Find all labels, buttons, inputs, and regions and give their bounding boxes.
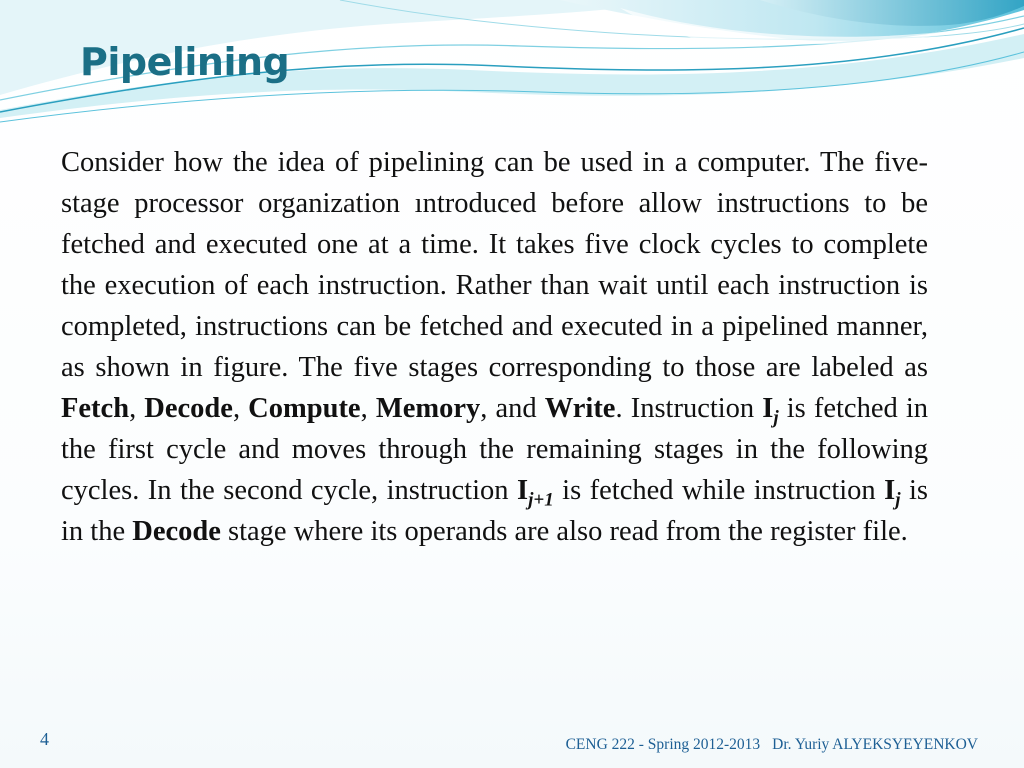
body-text-segment: is fetched in the first cycle and moves through the remaining stages in the following cycles. In the second cycle, instruction	[61, 393, 929, 506]
instruction-symbol: I	[884, 475, 896, 506]
body-text	[61, 142, 928, 552]
body-text-segment: is fetched while instruction	[553, 475, 885, 506]
footer-author: Dr. Yuriy ALYEKSYEYENKOV	[772, 736, 978, 753]
instruction-subscript: j+1	[528, 489, 554, 511]
body-sentence-intro: Consider how the idea of pipelining can be used in a computer. The five-stage processor organization ıntroduced before allow instructions to be fetched and executed one at a time. It takes five clock cycles to complete the execution of each instruction. Rather than wait until each instruction is completed, instructions can be fetched and executed in a pipelined manner, as shown in figure. The five stages corresponding to those are labeled as	[61, 147, 928, 383]
separator: ,	[232, 393, 249, 424]
instruction-subscript: j	[895, 489, 901, 511]
body-text-segment: . Instruction	[615, 393, 763, 424]
footer-course: CENG 222 - Spring 2012-2013	[565, 736, 761, 753]
body-text-segment: stage where its operands are also read from the register file.	[220, 516, 908, 547]
stage-compute: Compute	[248, 393, 361, 424]
stage-decode-ref: Decode	[132, 516, 221, 547]
body-text-segment: is in the	[61, 475, 928, 547]
slide-title: Pipelining	[80, 40, 290, 84]
separator: ,	[360, 393, 376, 424]
instruction-subscript: j	[773, 407, 779, 429]
instruction-symbol: I	[762, 393, 774, 424]
stage-memory: Memory	[375, 393, 481, 424]
footer-info	[566, 736, 978, 754]
instruction-symbol: I	[517, 475, 529, 506]
slide-number: 4	[40, 729, 49, 749]
separator: , and	[480, 393, 545, 424]
stage-fetch: Fetch	[61, 393, 130, 424]
separator: ,	[129, 393, 145, 424]
stage-decode: Decode	[144, 393, 233, 424]
stage-write: Write	[544, 393, 616, 424]
